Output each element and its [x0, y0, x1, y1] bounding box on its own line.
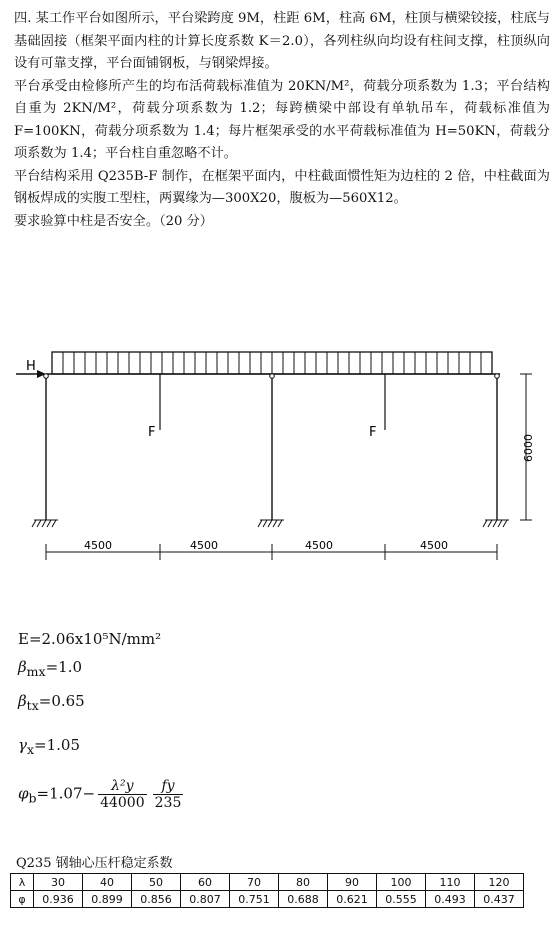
phi-cell: 0.621 — [328, 891, 377, 908]
beta-mx-formula — [18, 658, 82, 679]
fy-numerator: fy — [153, 778, 184, 795]
phi-cell: 0.555 — [377, 891, 426, 908]
phi-b-formula — [18, 778, 186, 811]
problem-paragraph-2: 平台承受由检修所产生的均布活荷载标准值为 20KN/M²，荷载分项系数为 1.3；平台结构自重为 2KN/M²，荷载分项系数为 1.2；每跨横梁中部设有单轨吊车，荷载标准值为 F=100KN，荷载分项系数为 1.4；每片框架承受的水平荷载标准值为 H=50KN，荷载分项系数为 1.4；平台柱自重忽略不计。 — [14, 78, 550, 161]
phi-b-symbol: φ — [18, 784, 29, 803]
stability-coefficient-table — [10, 873, 524, 908]
beta-mx-symbol: β — [18, 658, 27, 676]
beta-mx-value: =1.0 — [45, 658, 83, 676]
lambda-cell: 120 — [475, 874, 524, 891]
lambda-cell: 90 — [328, 874, 377, 891]
beta-tx-subscript: tx — [26, 698, 39, 713]
lambda-numerator: λ²y — [98, 778, 147, 795]
span-label-4: 4500 — [420, 539, 448, 552]
height-dimension-label: 6000 — [522, 434, 535, 462]
frame-diagram — [0, 330, 560, 570]
phi-row — [11, 891, 524, 908]
fixed-support-right — [483, 520, 509, 527]
lambda-cell: 80 — [279, 874, 328, 891]
phi-cell: 0.688 — [279, 891, 328, 908]
lambda-cell: 70 — [230, 874, 279, 891]
gamma-x-subscript: x — [26, 742, 35, 757]
beta-tx-formula — [18, 692, 85, 713]
phi-cell: 0.899 — [83, 891, 132, 908]
fy-denominator: 235 — [154, 795, 182, 811]
stability-table-title: Q235 钢轴心压杆稳定系数 — [16, 856, 173, 871]
phi-cell: 0.751 — [230, 891, 279, 908]
phi-cell: 0.807 — [181, 891, 230, 908]
phi-cell: 0.493 — [426, 891, 475, 908]
problem-statement — [14, 8, 550, 233]
lambda-row — [11, 874, 524, 891]
problem-paragraph-1: 四. 某工作平台如图所示，平台梁跨度 9M，柱距 6M，柱高 6M，柱顶与横梁铰接，柱底与基础固接（框架平面内柱的计算长度系数 K＝2.0），各列柱纵向均设有柱间支撑，柱顶纵向设有可靠支撑，平台面铺钢板，与钢梁焊接。 — [14, 11, 550, 71]
phi-b-equals: =1.07− — [36, 784, 96, 803]
f-label-1: F — [148, 425, 156, 440]
lambda-denominator: 44000 — [100, 795, 145, 811]
hinge-right — [495, 374, 500, 379]
lambda-cell: 110 — [426, 874, 475, 891]
beta-mx-subscript: mx — [26, 664, 46, 679]
fy-fraction — [153, 778, 184, 811]
load-hatching — [63, 352, 481, 374]
phi-header: φ — [11, 891, 34, 908]
hinge-middle — [270, 374, 275, 379]
phi-cell: 0.936 — [34, 891, 83, 908]
phi-cell: 0.856 — [132, 891, 181, 908]
elastic-modulus: E=2.06x10⁵N/mm² — [18, 630, 162, 648]
lambda-cell: 30 — [34, 874, 83, 891]
beta-tx-value: =0.65 — [38, 692, 85, 710]
phi-cell: 0.437 — [475, 891, 524, 908]
span-label-2: 4500 — [190, 539, 218, 552]
lambda-cell: 40 — [83, 874, 132, 891]
span-label-3: 4500 — [305, 539, 333, 552]
fixed-support-left — [32, 520, 58, 527]
gamma-x-symbol: γ — [18, 736, 27, 754]
lambda-header: λ — [11, 874, 34, 891]
h-label: H — [26, 359, 36, 374]
lambda-fraction — [98, 778, 147, 811]
lambda-cell: 60 — [181, 874, 230, 891]
lambda-cell: 50 — [132, 874, 181, 891]
problem-paragraph-3: 平台结构采用 Q235B-F 制作，在框架平面内，中柱截面惯性矩为边柱的 2 倍，中柱截面为钢板焊成的实腹工型柱，两翼缘为—300X20，腹板为—560X12。 — [14, 168, 550, 206]
phi-b-subscript: b — [28, 790, 37, 806]
beta-tx-symbol: β — [18, 692, 27, 710]
gamma-x-formula — [18, 736, 80, 757]
lambda-cell: 100 — [377, 874, 426, 891]
f-label-2: F — [369, 425, 377, 440]
gamma-x-value: =1.05 — [34, 736, 80, 754]
fixed-support-middle — [258, 520, 284, 527]
span-label-1: 4500 — [84, 539, 112, 552]
hinge-left — [44, 374, 49, 379]
problem-paragraph-4: 要求验算中柱是否安全。（20 分） — [14, 213, 213, 229]
